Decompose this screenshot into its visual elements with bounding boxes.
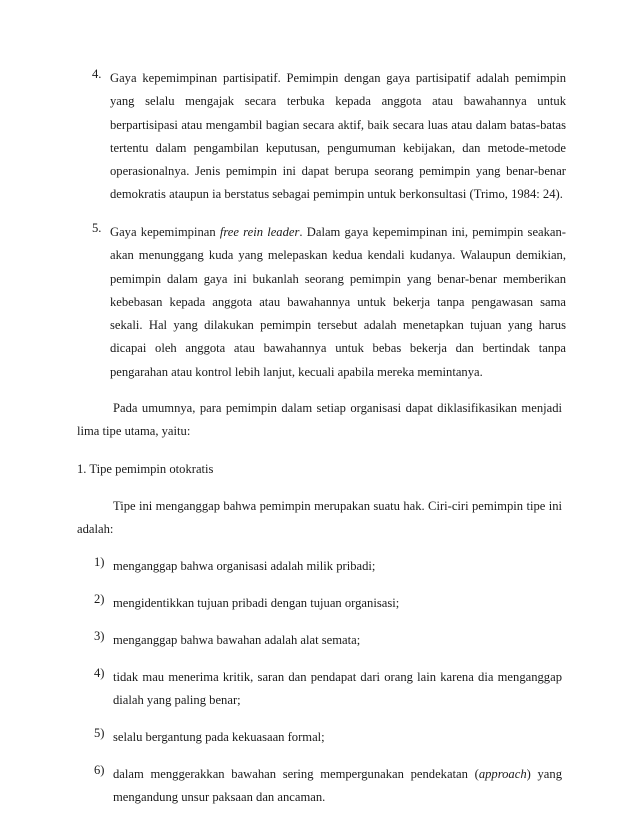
italic-term: approach [478, 767, 527, 781]
list-item: 2) mengidentikkan tujuan pribadi dengan tujuan organisasi; [94, 592, 400, 610]
list-item-4 [92, 67, 566, 207]
italic-term: free rein leader [219, 225, 300, 239]
list-number: 4. [92, 67, 102, 81]
list-text: Gaya kepemimpinan free rein leader. Dalam gaya kepemimpinan ini, pemimpin seakan-akan menunggang kuda yang melepaskan kedua kendali kudanya. Walaupun demikian, pemimpin dalam gaya ini bukanlah seorang pemimpin yang benar-benar memberikan kebebasan kepada anggota atau bawahannya untuk bekerja tanpa pengawasan sama sekali. Hal yang dilakukan pemimpin tersebut adalah menetapkan tujuan yang harus dicapai oleh anggota atau bawahannya untuk bebas bekerja dan bertindak tanpa pengarahan atau kontrol lebih lanjut, kecuali apabila mereka memintanya. [110, 225, 567, 379]
list-item: 3) menganggap bahwa bawahan adalah alat semata; [94, 629, 361, 647]
paragraph-description: Tipe ini menganggap bahwa pemimpin merupakan suatu hak. Ciri-ciri pemimpin tipe ini adalah: [77, 499, 562, 537]
list-item: 1) menganggap bahwa organisasi adalah milik pribadi; [94, 555, 376, 573]
list-number: 5. [92, 221, 102, 235]
list-text: Gaya kepemimpinan partisipatif. Pemimpin dengan gaya partisipatif adalah pemimpin yang selalu mengajak secara terbuka kepada anggota atau bawahannya untuk berpartisipasi atau mengambil bagian secara aktif, baik secara luas atau dalam batas-batas tertentu dalam pengambilan keputusan, pengumuman kebijakan, dan metode-metode operasionalnya. Jenis pemimpin ini dapat berupa seorang pemimpin yang benar-benar demokratis ataupun ia berstatus sebagai pemimpin untuk berkonsultasi (Trimo, 1984: 24). [110, 71, 566, 202]
list-item: 6) dalam menggerakkan bawahan sering mempergunakan pendekatan (approach) yang mengandung unsur paksaan dan ancaman. [94, 763, 562, 805]
section-heading: 1. Tipe pemimpin otokratis [77, 462, 214, 476]
list-item-5 [92, 221, 566, 384]
list-item: 4) tidak mau menerima kritik, saran dan pendapat dari orang lain karena dia menganggap dialah yang paling benar; [94, 666, 562, 708]
list-item: 5) selalu bergantung pada kekuasaan formal; [94, 726, 325, 744]
paragraph-intro: Pada umumnya, para pemimpin dalam setiap organisasi dapat diklasifikasikan menjadi lima tipe utama, yaitu: [77, 401, 562, 439]
